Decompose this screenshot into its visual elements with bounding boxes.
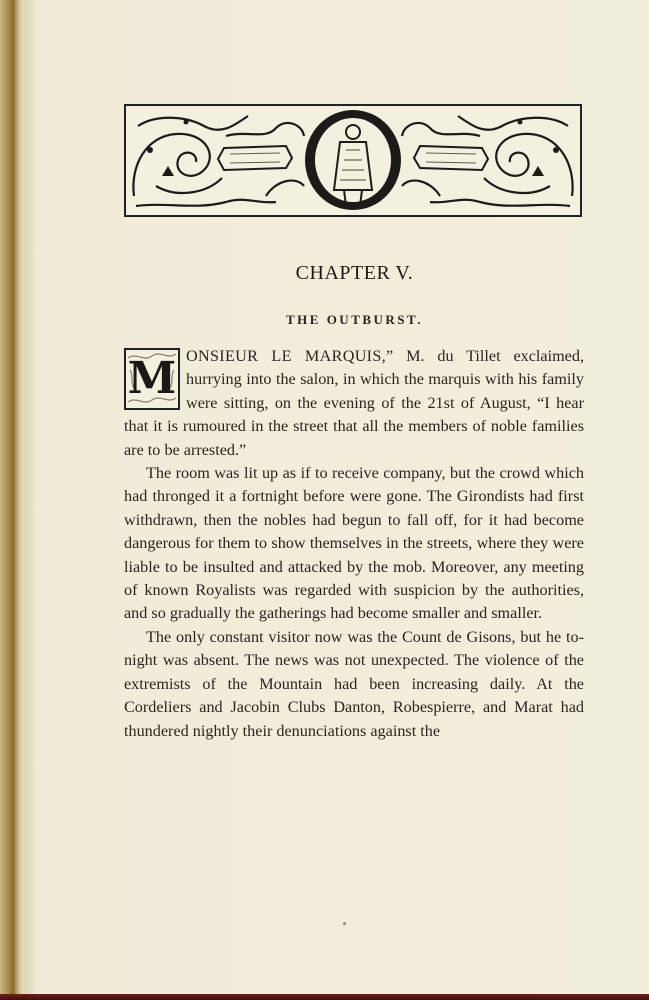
paragraph — [124, 345, 584, 462]
book-spine — [0, 0, 24, 1000]
page-mark — [343, 922, 346, 925]
paragraph-text: ” M. du Tillet exclaimed, hurrying into the salon, in which the marquis with his family were sitting, on the evening of the 21st of August, “I hear that it is rumoured in the street that all the members of noble families are to be arrested.” — [124, 347, 584, 459]
paragraph: The room was lit up as if to receive company, but the crowd which had thronged it a fortnight before were gone. The Girondists had first withdrawn, then the nobles had begun to fall off, for it had become dangerous for them to show themselves in the streets, where they were liable to be insulted and attacked by the mob. Moreover, any meeting of known Royalists was regarded with suspicion by the authorities, and so gradually the gatherings had become smaller and smaller. — [124, 464, 584, 623]
chapter-subtitle: THE OUTBURST. — [285, 312, 423, 327]
chapter-title: CHAPTER V. — [295, 262, 414, 284]
body-text — [124, 345, 584, 743]
paragraph: The only constant visitor now was the Count de Gisons, but he to-night was absent. The news was not unexpected. The violence of the extremists of the Mountain had been increasing daily. At the Cordeliers and Jacobin Clubs Danton, Robespierre, and Marat had thundered nightly their denunciations against the — [124, 627, 584, 740]
drop-cap-letter: M — [127, 353, 177, 404]
opening-words: ONSIEUR LE MARQUIS, — [186, 347, 387, 365]
drop-cap — [124, 348, 180, 410]
decorative-header-banner — [124, 104, 582, 217]
cover-edge — [0, 994, 649, 1000]
ornament-illustration — [126, 106, 580, 215]
